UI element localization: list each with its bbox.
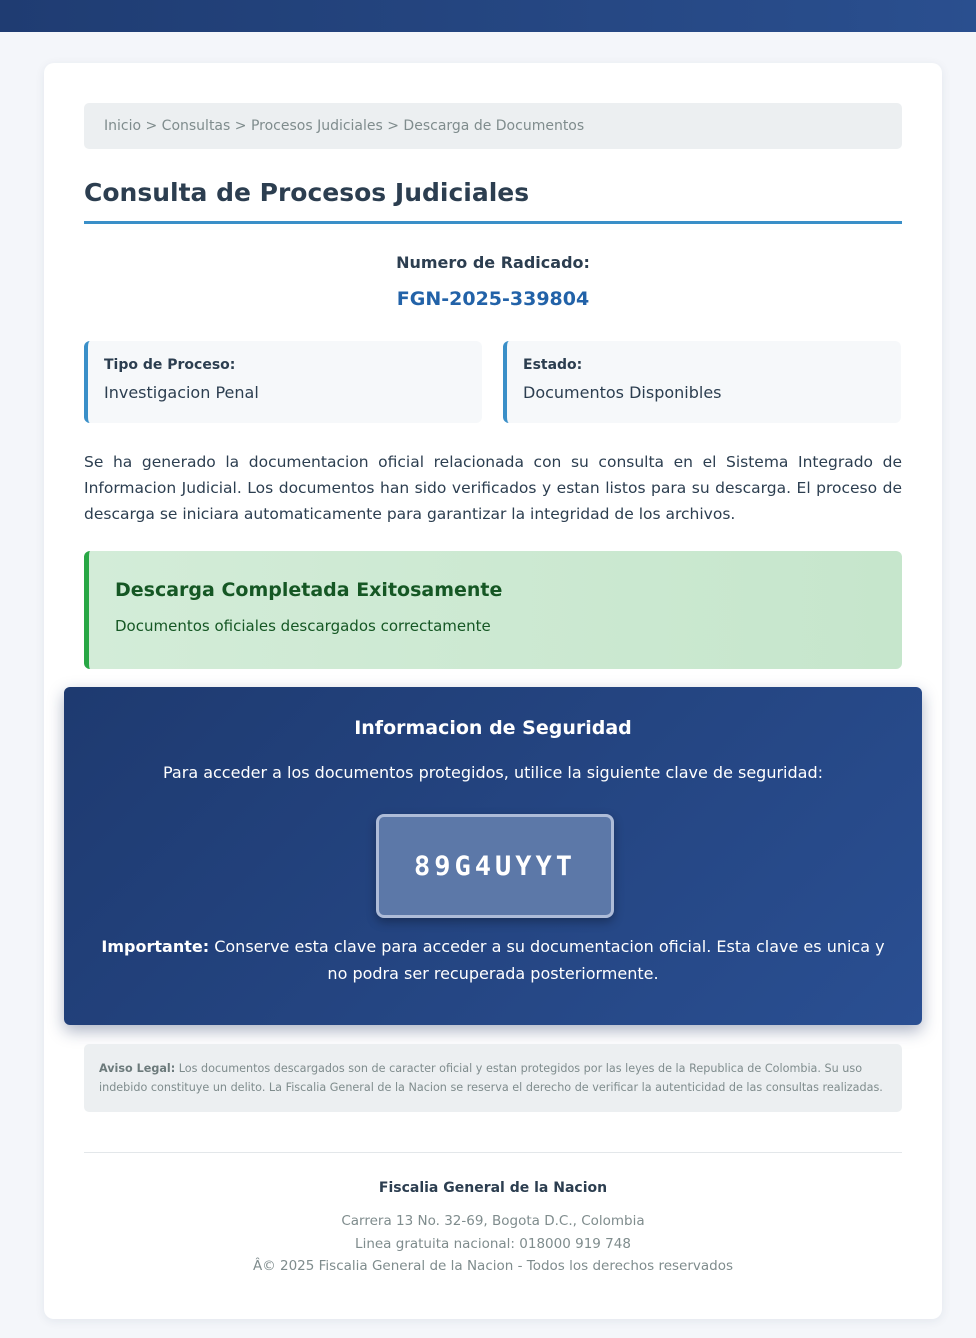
success-message: Documentos oficiales descargados correctamente [115,617,491,635]
status-label: Estado: [523,357,583,373]
footer-copyright: Â© 2025 Fiscalia General de la Nacion - Todos los derechos reservados [252,1258,734,1274]
radicado-label: Numero de Radicado: [396,253,590,272]
security-title: Informacion de Seguridad [354,717,632,739]
breadcrumb [84,103,902,149]
breadcrumb-text: Inicio > Consultas > Procesos Judiciales > Descarga de Documentos [104,118,585,134]
legal-notice [84,1044,902,1112]
legal-text: Los documentos descargados son de caracter oficial y estan protegidos por las leyes de la Republica de Colombia. Su uso indebido constituye un delito. La Fiscalia General de la Nacion se reserva el derecho de verificar la autenticidad de las consultas realizadas. [99,1062,883,1094]
page-title: Consulta de Procesos Judiciales [84,178,530,207]
important-text: Conserve esta clave para acceder a su documentacion oficial. Esta clave es unica y no podra ser recuperada posteriormente. [209,937,885,983]
radicado-number: FGN-2025-339804 [396,288,590,310]
top-bar [0,0,976,32]
security-key-display[interactable]: 89G4UYYT [376,814,614,918]
legal-label: Aviso Legal: [99,1062,176,1075]
security-important-note [94,933,892,987]
description-text: Se ha generado la documentacion oficial relacionada con su consulta en el Sistema Integrado de Informacion Judicial. Los documentos han sido verificados y estan listos para su descarga. El proceso de descarga se iniciara automaticamente para garantizar la integridad de los archivos. [84,453,902,523]
security-instructions: Para acceder a los documentos protegidos, utilice la siguiente clave de seguridad: [163,763,823,782]
process-type-box [84,341,482,423]
important-label: Importante: [101,937,210,956]
success-title: Descarga Completada Exitosamente [115,579,503,601]
security-info-panel [64,687,922,1025]
footer-address: Carrera 13 No. 32-69, Bogota D.C., Colombia [341,1213,645,1229]
main-card [44,63,942,1319]
footer-phone: Linea gratuita nacional: 018000 919 748 [355,1236,631,1252]
footer-organization: Fiscalia General de la Nacion [378,1180,608,1196]
status-value: Documentos Disponibles [523,383,722,402]
process-type-value: Investigacion Penal [104,383,259,402]
process-type-label: Tipo de Proceso: [104,357,236,373]
title-divider [84,221,902,224]
status-box [503,341,901,423]
footer-divider [84,1152,902,1153]
download-success-alert [84,551,902,669]
